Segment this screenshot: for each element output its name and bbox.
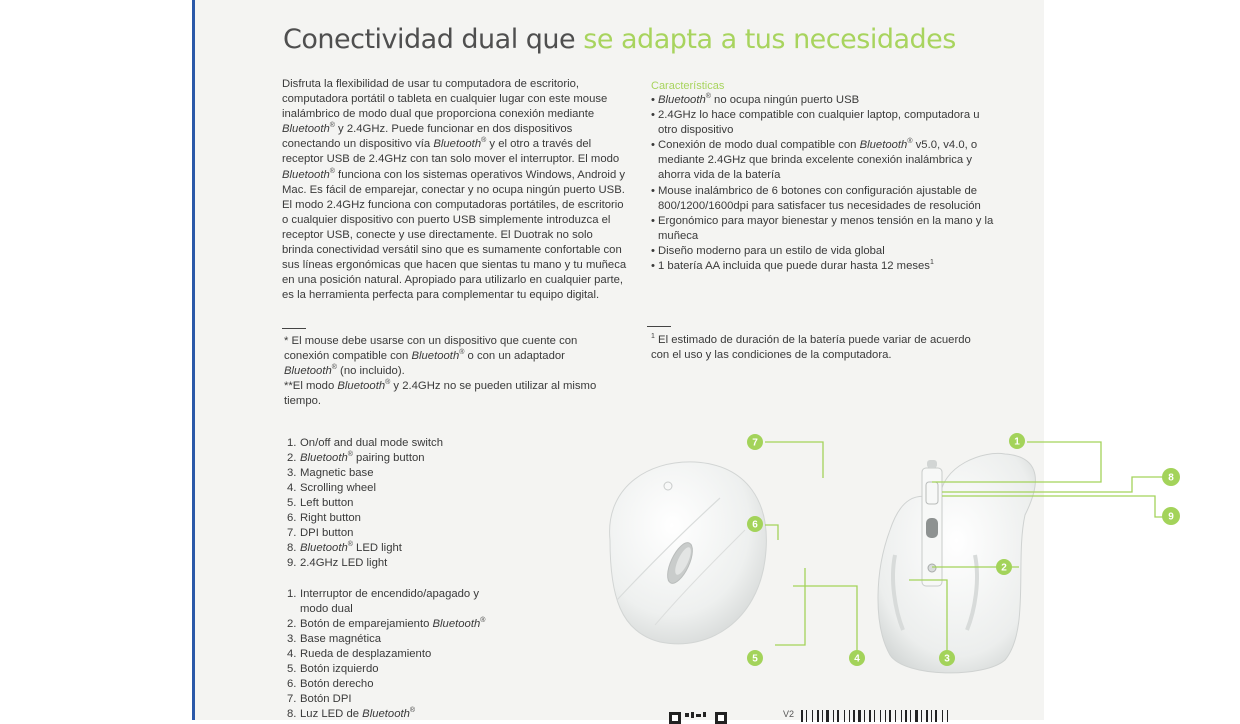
barcode-bar [801, 710, 803, 722]
barcode-bar [921, 710, 922, 722]
title-part-green: se adapta a tus necesidades [583, 24, 956, 55]
notes-section [284, 334, 604, 409]
callout-5 [747, 650, 763, 666]
barcode-bar [806, 710, 807, 722]
mouse-diagram [535, 420, 1174, 690]
barcode-bar [822, 710, 823, 722]
qr-code-icon [669, 710, 729, 724]
callout-1 [1009, 433, 1025, 449]
svg-text:5: 5 [752, 653, 758, 665]
packaging-panel [192, 0, 1174, 720]
svg-text:8: 8 [1168, 472, 1174, 484]
page-title [283, 24, 956, 55]
note-line: * El mouse debe usarse con un dispositivo que cuente con conexión compatible con Bluetooth® o con un adaptador Bluetooth® (no incluido). [284, 335, 578, 378]
callout-6 [747, 516, 763, 532]
barcode-bar [910, 710, 911, 722]
part-item: 5. Botón izquierdo [287, 663, 379, 675]
title-part-gray: Conectividad dual que [283, 24, 584, 55]
callout-4 [849, 650, 865, 666]
part-item: 4. Rueda de desplazamiento [287, 648, 432, 660]
footnote-divider [647, 326, 671, 327]
part-item: 7. Botón DPI [287, 693, 352, 705]
callout-3 [939, 650, 955, 666]
feature-item: • Mouse inalámbrico de 6 botones con configuración ajustable de 800/1200/1600dpi para satisfacer tus necesidades de resolución [651, 184, 996, 214]
part-item: 6. Botón derecho [287, 678, 374, 690]
part-item: 6. Right button [287, 512, 361, 524]
feature-item: • Conexión de modo dual compatible con Bluetooth® v5.0, v4.0, o mediante 2.4GHz que brinda excelente conexión inalámbrica y ahorra vida de la batería [651, 138, 996, 183]
barcode-bar [889, 710, 891, 722]
mouse-top-view-illustration [610, 462, 767, 644]
callout-7 [747, 434, 763, 450]
product-description: Disfruta la flexibilidad de usar tu computadora de escritorio, computadora portátil o tableta en cualquier lugar con este mouse inalámbrico de modo dual que proporciona conexión mediante Bluetooth® y 2.4GHz. Puede funcionar en dos dispositivos conectando un dispositivo vía Bluetooth® y el otro a través del receptor USB de 2.4GHz con tan solo mover el interruptor. El modo Bluetooth® funciona con los sistemas operativos Windows, Android y Mac. Es fácil de emparejar, conectar y no ocupa ningún puerto USB. El modo 2.4GHz funciona con computadoras portátiles, de escritorio o cualquier dispositivo con puerto USB simplemente introduzca el receptor USB, conecte y use directamente. El Duotrak no solo brinda conectividad versátil sino que es sumamente confortable con sus líneas ergonómicas que hacen que sientas tu mano y tu muñeca en una posición natural. Apropiado para utilizarlo en cualquier parte, es la herramienta perfecta para complementar tu equipo digital. [282, 78, 627, 302]
svg-text:6: 6 [752, 519, 758, 531]
barcode-bar [947, 710, 948, 722]
parts-list-spanish [287, 587, 502, 722]
barcode-bar [935, 710, 937, 722]
barcode-bar [812, 710, 813, 722]
svg-text:4: 4 [854, 653, 860, 665]
part-item: 1. Interruptor de encendido/apagado y modo dual [287, 588, 480, 615]
barcode-bar [880, 710, 881, 722]
part-item: 9. 2.4GHz LED light [287, 557, 388, 569]
barcode-bar [844, 710, 845, 722]
mouse-bottom-view-illustration [878, 453, 1035, 673]
part-item: 3. Base magnética [287, 633, 382, 645]
part-item: 5. Left button [287, 497, 354, 509]
barcode-bar [874, 710, 875, 722]
callout-9 [1162, 507, 1180, 525]
part-item: 2. Bluetooth® pairing button [287, 451, 425, 464]
svg-text:7: 7 [752, 437, 758, 449]
barcode-bar [901, 710, 902, 722]
barcode-icon [801, 708, 981, 722]
callout-2 [996, 559, 1012, 575]
barcode-bar [885, 710, 886, 722]
barcode-bar [817, 710, 819, 722]
barcode-bar [905, 710, 907, 722]
part-item: 4. Scrolling wheel [287, 482, 376, 494]
feature-item: • Diseño moderno para un estilo de vida global [651, 244, 996, 259]
battery-footnote: $^1$ El estimado de duración de la batería puede variar de acuerdo con el uso y las condiciones de la computadora. [651, 333, 971, 362]
feature-item: • Bluetooth® no ocupa ningún puerto USB [651, 93, 996, 108]
features-section [651, 79, 996, 274]
note-line: **El modo Bluetooth® y 2.4GHz no se pueden utilizar al mismo tiempo. [284, 379, 597, 408]
callout-8 [1162, 468, 1180, 486]
part-item: 1. On/off and dual mode switch [287, 437, 443, 449]
svg-text:1: 1 [1014, 436, 1020, 448]
barcode-bar [826, 710, 829, 722]
feature-item: • Ergonómico para mayor bienestar y menos tensión en la mano y la muñeca [651, 214, 996, 244]
barcode-bar [942, 710, 943, 722]
barcode-bar [915, 710, 918, 722]
barcode-bar [833, 710, 834, 722]
features-list [651, 93, 996, 274]
barcode-bar [895, 710, 896, 722]
feature-item: • 1 batería AA incluida que puede durar hasta 12 meses$^1$ [651, 259, 996, 274]
barcode-bar [858, 710, 861, 722]
part-item: 8. Bluetooth® LED light [287, 541, 402, 554]
parts-list-english [287, 436, 443, 571]
barcode-bar [864, 710, 865, 722]
feature-item: • 2.4GHz lo hace compatible con cualquier laptop, computadora u otro dispositivo [651, 108, 996, 138]
part-item: 8. Luz LED de Bluetooth® [287, 707, 416, 720]
part-item: 2. Botón de emparejamiento Bluetooth® [287, 617, 486, 630]
version-label: V2 [783, 709, 795, 719]
barcode-bar [869, 710, 871, 722]
barcode-bar [926, 710, 928, 722]
part-item: 3. Magnetic base [287, 467, 374, 479]
barcode-bar [853, 710, 855, 722]
part-item: 7. DPI button [287, 527, 354, 539]
barcode-bar [931, 710, 932, 722]
barcode-bar [837, 710, 839, 722]
barcode-bar [849, 710, 850, 722]
svg-text:2: 2 [1001, 562, 1007, 574]
svg-text:9: 9 [1168, 511, 1174, 523]
svg-text:3: 3 [944, 653, 950, 665]
notes-divider [282, 328, 306, 329]
features-title: Características [651, 80, 725, 92]
